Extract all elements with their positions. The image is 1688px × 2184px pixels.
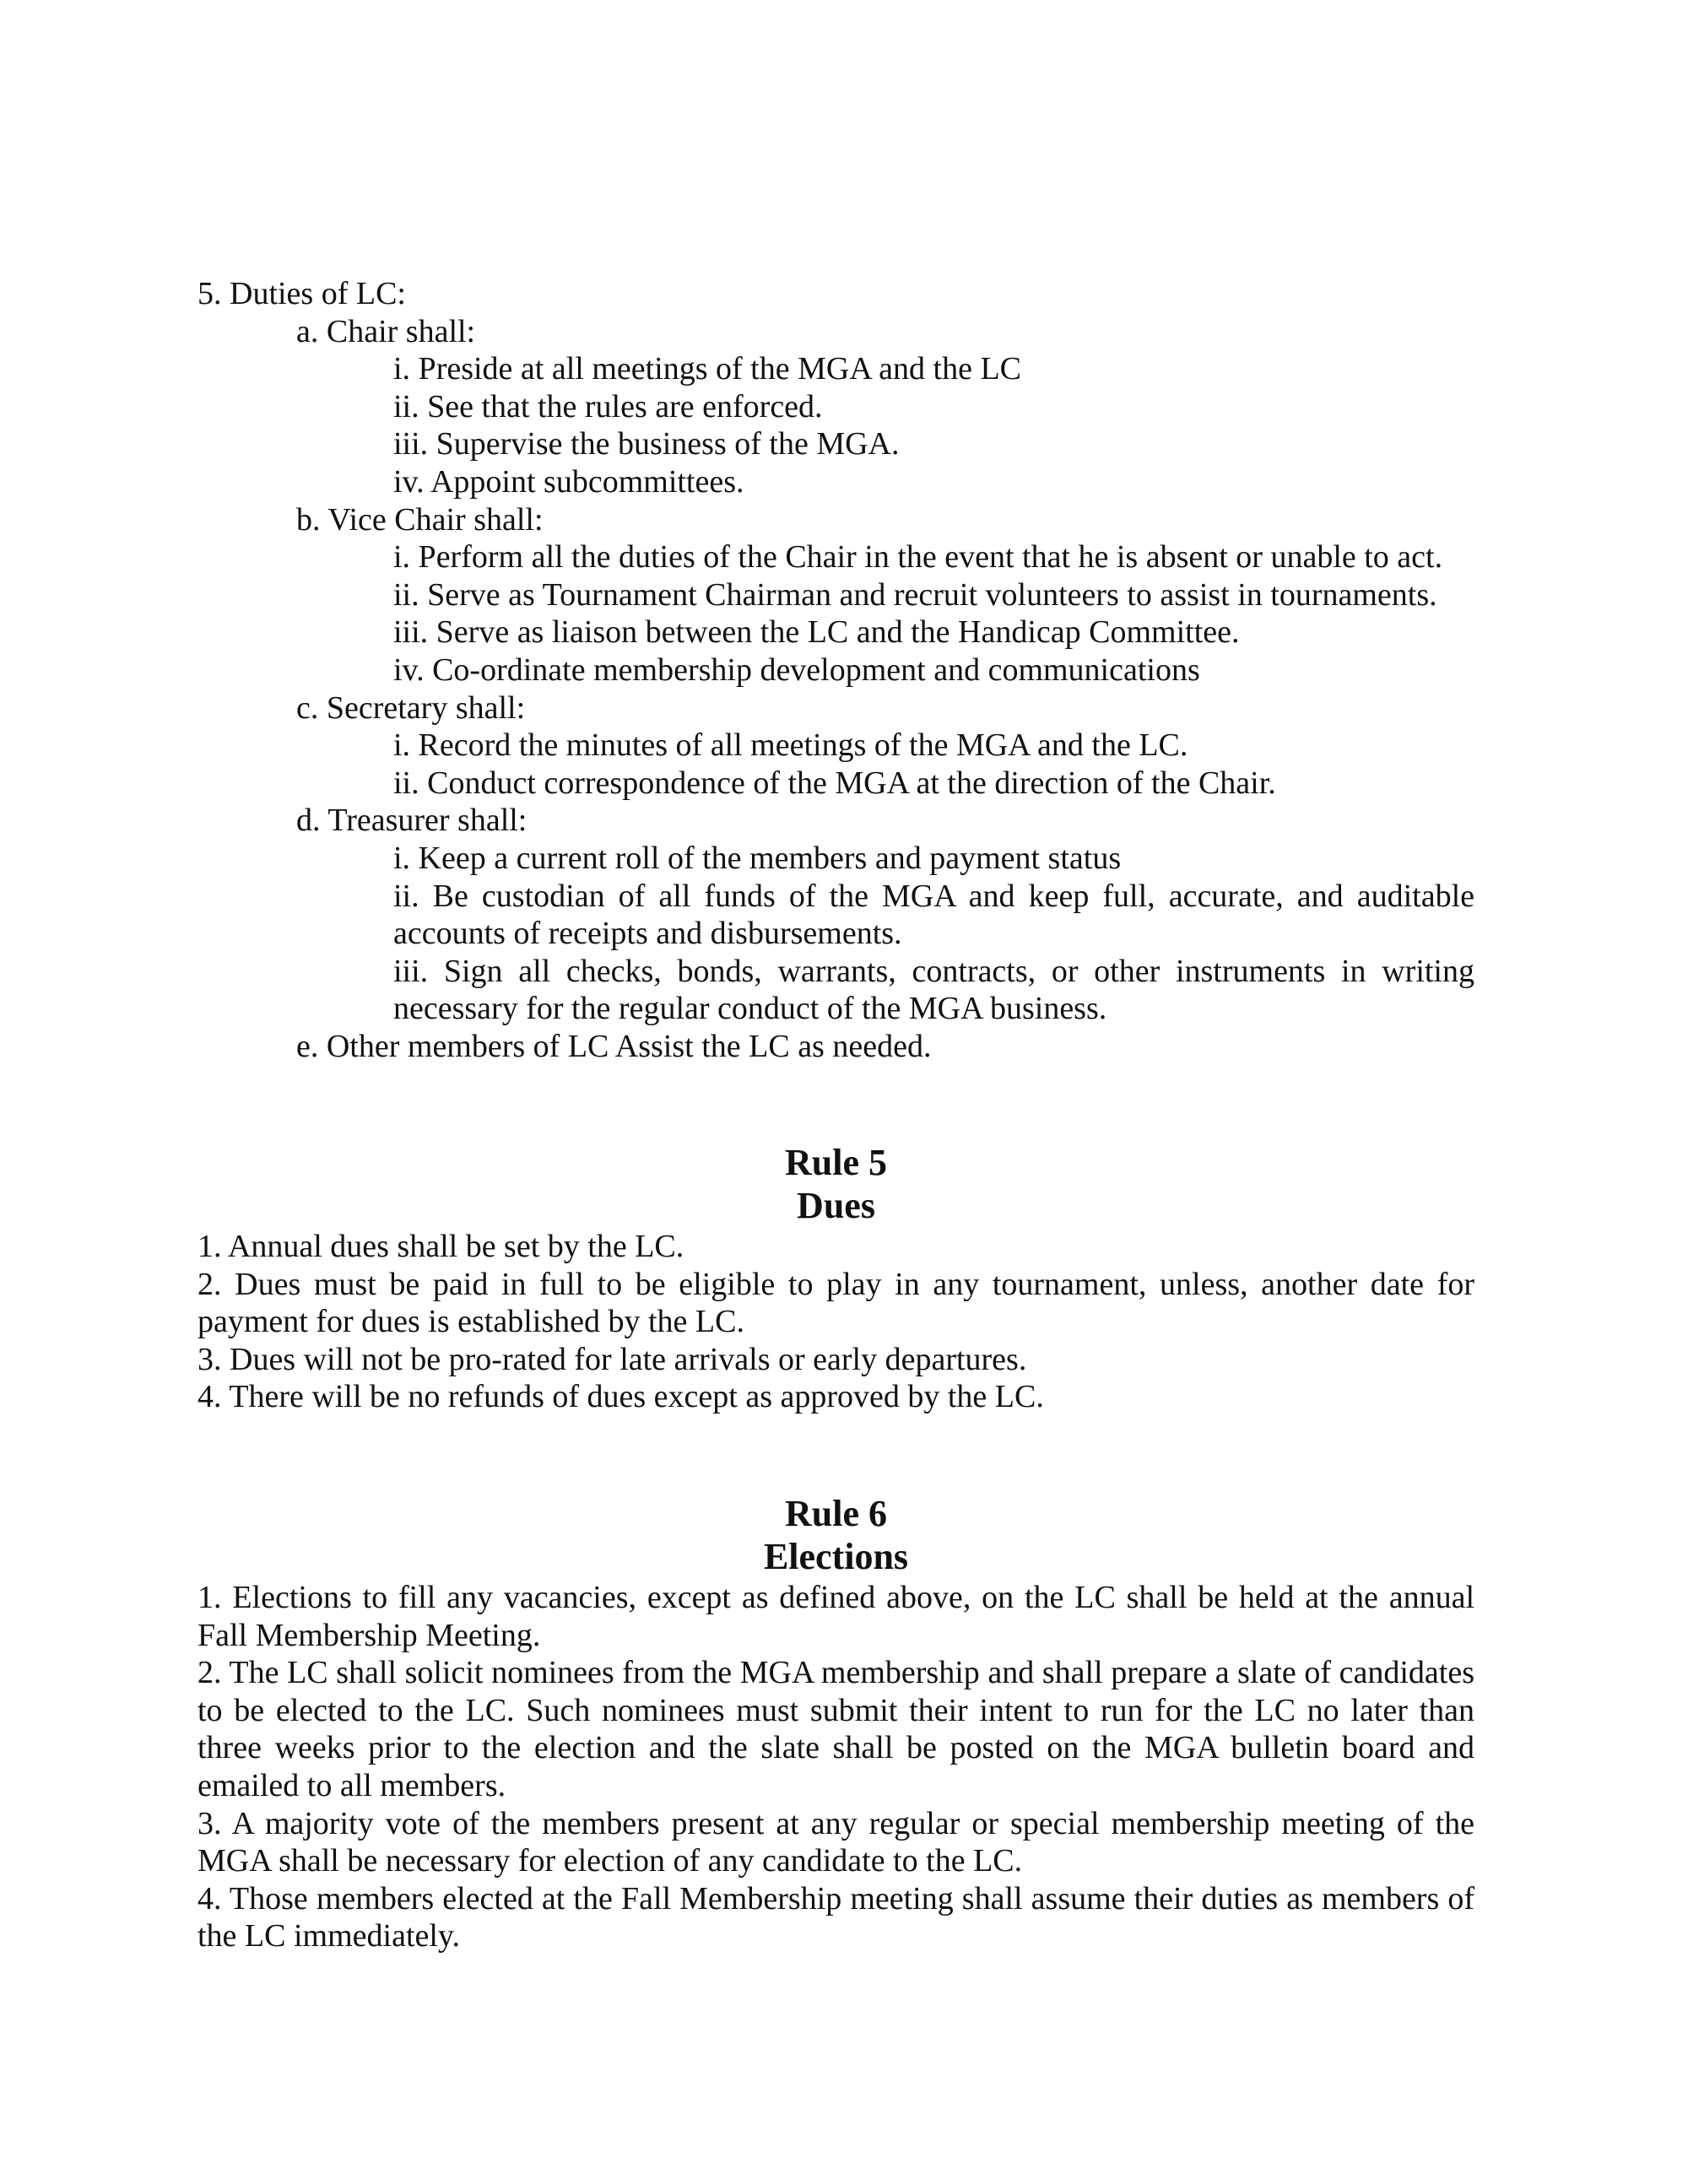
list-item: iv. Co-ordinate membership development and communications	[393, 651, 1200, 688]
list-item: 4. There will be no refunds of dues except as approved by the LC.	[197, 1379, 1044, 1415]
list-item: i. Record the minutes of all meetings of the MGA and the LC.	[393, 727, 1188, 764]
rule6-title: Elections	[763, 1536, 909, 1577]
list-item: ii. Conduct correspondence of the MGA at the direction of the Chair.	[393, 765, 1276, 801]
list-item: i. Keep a current roll of the members and payment status	[393, 840, 1122, 876]
list-item: 2. Dues must be paid in full to be eligible to play in any tournament, unless, another date for payment for dues is established by the LC.	[197, 1266, 1474, 1340]
list-item: 1. Elections to fill any vacancies, except as defined above, on the LC shall be held at the annual Fall Membership Meeting.	[197, 1580, 1474, 1653]
vice-chair-label: b. Vice Chair shall:	[296, 501, 544, 538]
list-item: i. Perform all the duties of the Chair in the event that he is absent or unable to act.	[393, 539, 1443, 576]
duties-section	[197, 275, 1474, 1065]
list-item: i. Preside at all meetings of the MGA and the LC	[393, 351, 1022, 387]
chair-label: a. Chair shall:	[296, 313, 476, 349]
list-item: iii. Serve as liaison between the LC and the Handicap Committee.	[393, 614, 1240, 651]
list-item: iii. Sign all checks, bonds, warrants, contracts, or other instruments in writing necessary for the regular conduct of the MGA business.	[393, 953, 1474, 1027]
duties-title: 5. Duties of LC:	[197, 276, 406, 311]
rule5-body	[197, 1228, 1474, 1416]
list-item: iii. Supervise the business of the MGA.	[393, 426, 900, 462]
treasurer-label: d. Treasurer shall:	[296, 803, 528, 839]
rule5-title: Dues	[797, 1185, 875, 1226]
list-item: ii. Be custodian of all funds of the MGA and keep full, accurate, and auditable accounts of receipts and disbursements.	[393, 878, 1474, 952]
list-item: 3. Dues will not be pro-rated for late arrivals or early departures.	[197, 1341, 1027, 1377]
list-item: iv. Appoint subcommittees.	[393, 463, 744, 500]
other-members: e. Other members of LC Assist the LC as needed.	[296, 1028, 932, 1064]
list-item: 4. Those members elected at the Fall Membership meeting shall assume their duties as members of the LC immediately.	[197, 1880, 1474, 1954]
rule5-heading	[197, 1141, 1474, 1227]
list-item: ii. See that the rules are enforced.	[393, 388, 823, 424]
rule6-body	[197, 1579, 1474, 1955]
rule6-heading	[197, 1492, 1474, 1578]
list-item: 3. A majority vote of the members present at any regular or special membership meeting of the MGA shall be necessary for election of any candidate to the LC.	[197, 1805, 1474, 1879]
list-item: ii. Serve as Tournament Chairman and recruit volunteers to assist in tournaments.	[393, 576, 1437, 613]
rule6-number: Rule 6	[785, 1493, 887, 1534]
secretary-label: c. Secretary shall:	[296, 689, 526, 726]
rule5-number: Rule 5	[785, 1142, 887, 1183]
list-item: 2. The LC shall solicit nominees from the MGA membership and shall prepare a slate of candidates to be elected to the LC. Such nominees must submit their intent to run for the LC no later than three weeks prior to the election and the slate shall be posted on the MGA bulletin board and emailed to all members.	[197, 1655, 1474, 1803]
list-item: 1. Annual dues shall be set by the LC.	[197, 1229, 684, 1264]
